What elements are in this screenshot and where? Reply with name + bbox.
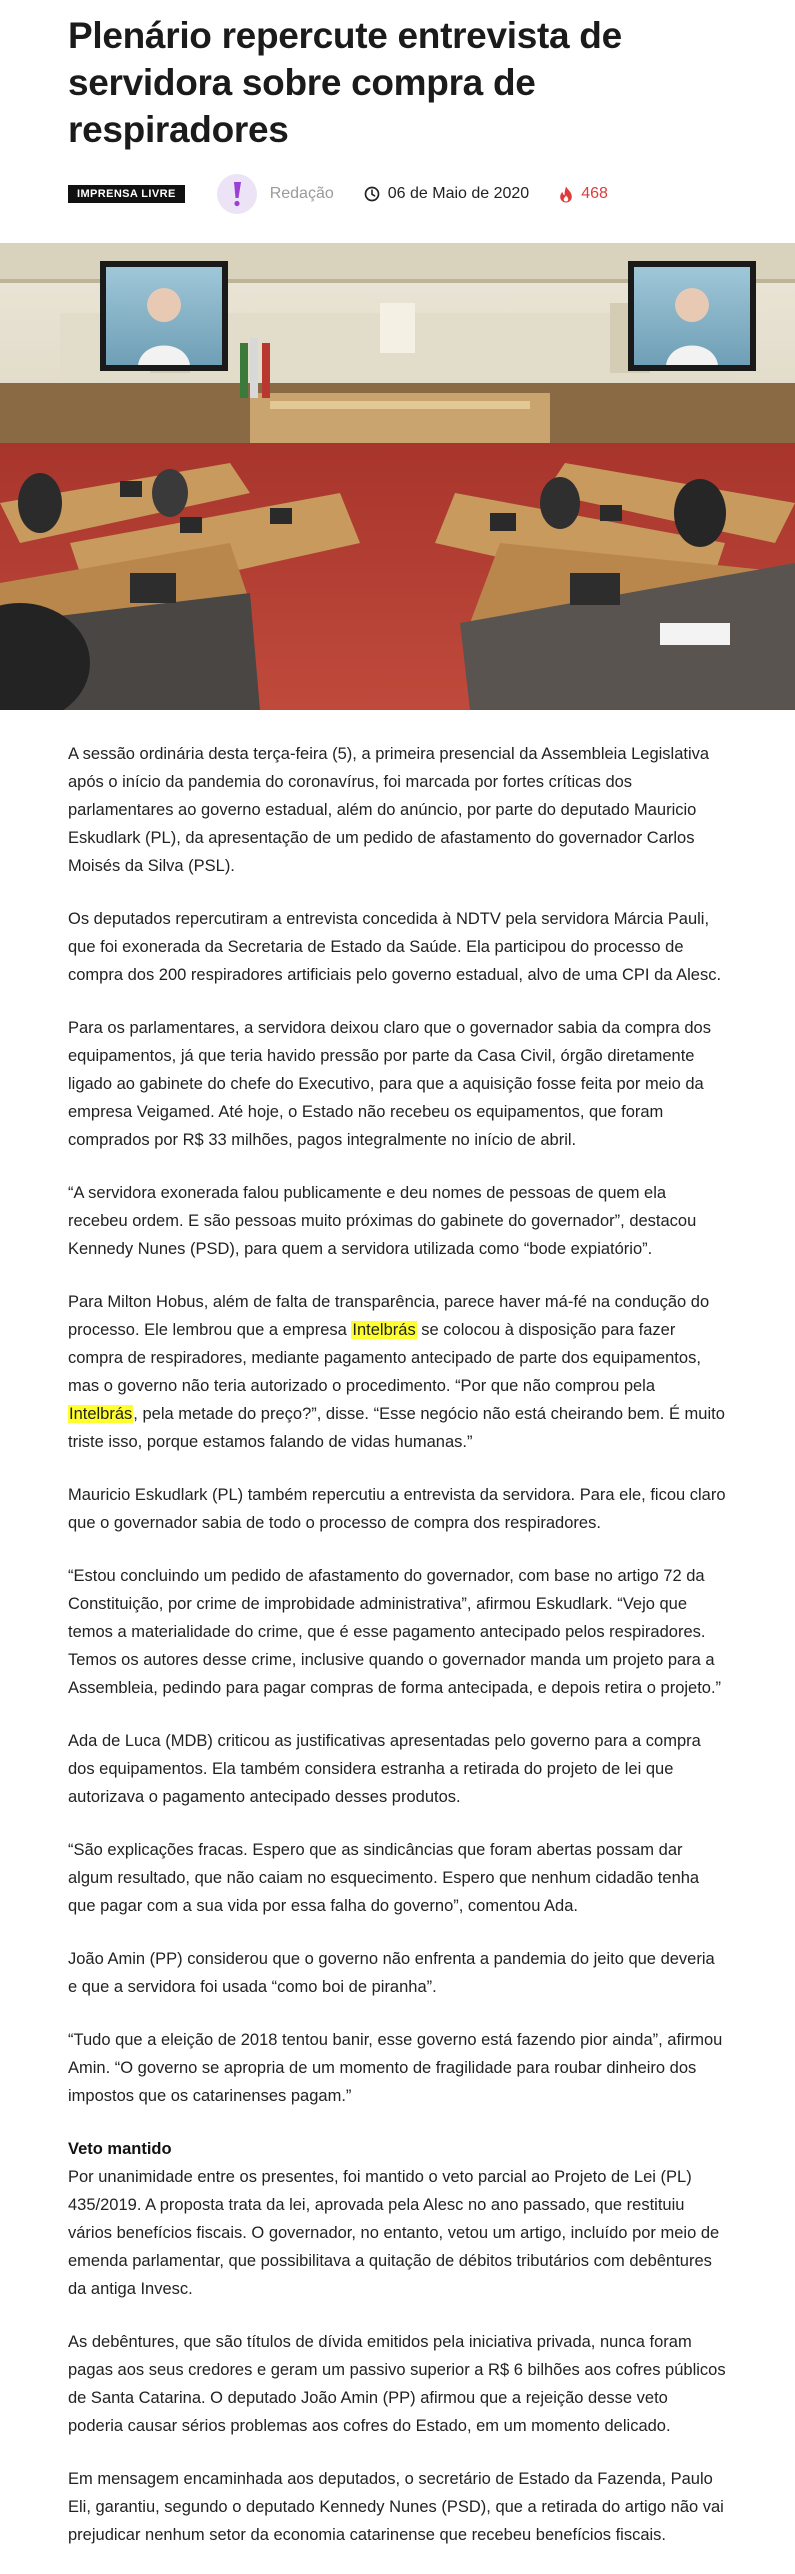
paragraph: Em mensagem encaminhada aos deputados, o secretário de Estado da Fazenda, Paulo Eli, garantiu, segundo o deputado Kennedy Nunes (PSD), que a retirada do artigo não vai prejudicar nenhum setor da economia catarinense que recebeu benefícios fiscais. [68,2470,724,2544]
article-title: Plenário repercute entrevista de servidora sobre compra de respiradores [68,15,622,150]
category-badge[interactable]: IMPRENSA LIVRE [68,185,185,203]
author-avatar[interactable] [217,174,257,214]
paragraph: Ada de Luca (MDB) criticou as justificativas apresentadas pelo governo para a compra dos equipamentos. Ela também considera estranha a retirada do projeto de lei que autorizava o pagamento antecipado desses produtos. [68,1732,701,1806]
paragraph: “Estou concluindo um pedido de afastamento do governador, com base no artigo 72 da Constituição, por crime de improbidade administrativa”, afirmou Eskudlark. “Vejo que temos a materialidade do crime, que é esse pagamento antecipado pelos respiradores. Temos os autores desse crime, inclusive quando o governador manda um projeto para a Assembleia, pedindo para pagar compras de forma antecipada, e depois retira o projeto.” [68,1567,722,1697]
views-group [559,185,608,203]
date-group [364,185,529,203]
paragraph: A sessão ordinária desta terça-feira (5), a primeira presencial da Assembleia Legislativa após o início da pandemia do coronavírus, foi marcada por fortes críticas dos parlamentares ao governo estadual, além do anúncio, por parte do deputado Mauricio Eskudlark (PL), da apresentação de um pedido de afastamento do governador Carlos Moisés da Silva (PSL). [68,745,710,875]
article-meta [68,169,727,219]
highlighted-term: Intelbrás [69,1405,133,1423]
paragraph-text: Para Milton Hobus, além de falta de transparência, parece haver má-fé na condução do processo. Ele lembrou que a empresa [68,1293,710,1339]
paragraph-text: se colocou à disposição para fazer compra de respiradores, mediante pagamento antecipado de parte dos equipamentos, mas o governo não teria autorizado o procedimento. “Por que não comprou pela [68,1321,701,1395]
publish-date: 06 de Maio de 2020 [387,185,530,202]
author-name[interactable]: Redação [269,185,334,202]
paragraph: Os deputados repercutiram a entrevista concedida à NDTV pela servidora Márcia Pauli, que foi exonerada da Secretaria de Estado da Saúde. Ela participou do processo de compra dos 200 respiradores artificiais pelo governo estadual, alvo de uma CPI da Alesc. [68,910,722,984]
view-count: 468 [581,185,608,202]
paragraph: As debêntures, que são títulos de dívida emitidos pela iniciativa privada, nunca foram pagas aos seus credores e geram um passivo superior a R$ 6 bilhões aos cofres públicos de Santa Catarina. O deputado João Amin (PP) afirmou que a rejeição desse veto poderia causar sérios problemas aos cofres do Estado, em um momento delicado. [68,2333,726,2435]
paragraph: “Tudo que a eleição de 2018 tentou banir, esse governo está fazendo pior ainda”, afirmou Amin. “O governo se apropria de um momento de fragilidade para roubar dinheiro dos impostos que os catarinenses pagam.” [68,2031,723,2105]
highlighted-term: Intelbrás [352,1321,416,1339]
paragraph: “São explicações fracas. Espero que as sindicâncias que foram abertas possam dar algum resultado, que não caiam no esquecimento. Espero que nenhum cidadão tenha que pagar com a sua vida por essa falha do governo”, comentou Ada. [68,1841,700,1915]
paragraph: Mauricio Eskudlark (PL) também repercutiu a entrevista da servidora. Para ele, ficou claro que o governador sabia de todo o processo de compra dos respiradores. [68,1486,726,1532]
article-body [0,710,795,2549]
section-subheading: Veto mantido [68,2140,172,2158]
paragraph: João Amin (PP) considerou que o governo não enfrenta a pandemia do jeito que deveria e que a servidora foi usada “como boi de piranha”. [68,1950,715,1996]
paragraph-text: , pela metade do preço?”, disse. “Esse negócio não está cheirando bem. É muito triste isso, porque estamos falando de vidas humanas.” [68,1405,725,1451]
paragraph: “A servidora exonerada falou publicamente e deu nomes de pessoas de quem ela recebeu ordem. E são pessoas muito próximas do gabinete do governador”, destacou Kennedy Nunes (PSD), para quem a servidora utilizada como “bode expiatório”. [68,1184,697,1258]
paragraph: Por unanimidade entre os presentes, foi mantido o veto parcial ao Projeto de Lei (PL) 435/2019. A proposta trata da lei, aprovada pela Alesc no ano passado, que restituiu vários benefícios fiscais. O governador, no entanto, vetou um artigo, incluído por meio de emenda parlamentar, que possibilitava a quitação de débitos tributários com debêntures da antiga Invesc. [68,2168,720,2298]
article-header [0,0,795,219]
clock-icon [364,186,380,202]
hero-image [0,243,795,710]
exclamation-logo-icon [227,180,247,208]
flame-icon [559,186,573,203]
paragraph [68,1288,727,1456]
paragraph: Para os parlamentares, a servidora deixou claro que o governador sabia da compra dos equipamentos, já que teria havido pressão por parte da Casa Civil, órgão diretamente ligado ao gabinete do chefe do Executivo, para que a aquisição fosse feita por meio da empresa Veigamed. Até hoje, o Estado não recebeu os equipamentos, que foram comprados por R$ 33 milhões, pagos integralmente no início de abril. [68,1019,711,1149]
veto-section [68,2135,727,2303]
